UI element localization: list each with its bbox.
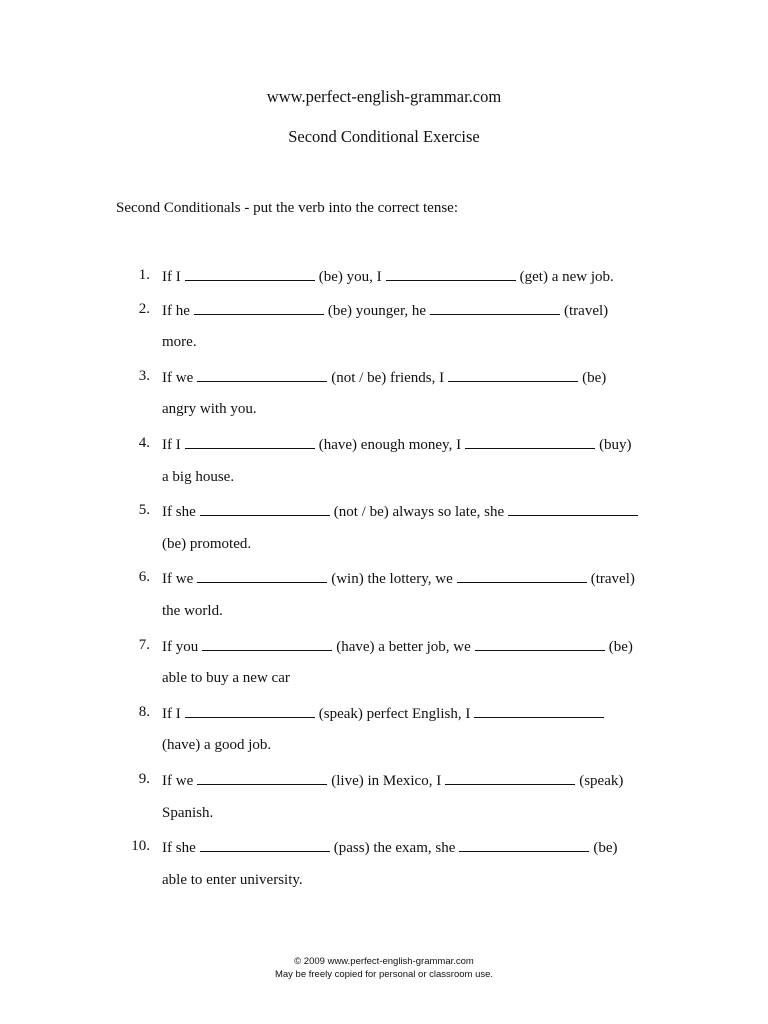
answer-blank[interactable] [197, 769, 327, 785]
site-url: www.perfect-english-grammar.com [266, 87, 502, 106]
sentence-fragment: If she [162, 504, 196, 521]
item-number: 9. [138, 771, 150, 787]
exercise-continuation [162, 803, 213, 823]
exercise-sentence [162, 769, 623, 791]
sentence-fragment: (get) a new job. [519, 269, 614, 285]
sentence-fragment: (buy) [599, 437, 632, 453]
answer-blank[interactable] [200, 836, 330, 852]
exercise-continuation [162, 332, 197, 352]
exercise-sentence [162, 500, 642, 522]
sentence-fragment: (travel) [564, 302, 609, 319]
item-number: 6. [138, 569, 150, 586]
item-number: 3. [138, 367, 150, 384]
answer-blank[interactable] [457, 567, 587, 583]
answer-blank[interactable] [194, 299, 324, 315]
answer-blank[interactable] [465, 433, 595, 449]
sentence-fragment: (pass) the exam, she [333, 840, 456, 857]
sentence-fragment: Spanish. [162, 804, 214, 821]
answer-blank[interactable] [185, 702, 315, 718]
sentence-fragment: (be) younger, he [327, 302, 427, 319]
sentence-fragment: (be) [593, 840, 618, 857]
answer-blank[interactable] [508, 500, 638, 516]
sentence-fragment: If he [162, 302, 190, 319]
answer-blank[interactable] [430, 299, 560, 315]
sentence-fragment: the world. [162, 603, 223, 619]
answer-blank[interactable] [475, 635, 605, 651]
sentence-fragment: (be) [608, 638, 633, 655]
answer-blank[interactable] [448, 366, 578, 382]
item-number: 5. [138, 502, 150, 519]
answer-blank[interactable] [200, 500, 330, 516]
sentence-fragment: more. [162, 334, 197, 351]
sentence-fragment: If we [162, 773, 194, 789]
exercise-continuation [162, 668, 290, 688]
exercise-continuation [162, 601, 223, 621]
answer-blank[interactable] [197, 567, 327, 583]
sentence-fragment: able to buy a new car [162, 670, 290, 687]
page-title: Second Conditional Exercise [288, 127, 480, 146]
sentence-fragment: If I [162, 269, 181, 285]
sentence-fragment: a big house. [162, 468, 235, 485]
answer-blank[interactable] [386, 265, 516, 281]
exercise-continuation [162, 870, 303, 890]
exercise-continuation [162, 534, 251, 554]
sentence-fragment: (travel) [590, 571, 635, 588]
exercise-continuation [162, 735, 271, 755]
sentence-fragment: If you [162, 638, 199, 655]
sentence-fragment: (be) promoted. [162, 535, 252, 552]
exercise-sentence [162, 265, 614, 287]
exercise-sentence [162, 836, 618, 858]
sentence-fragment: angry with you. [162, 401, 257, 418]
footer-license: May be freely copied for personal or classroom use. [274, 969, 494, 980]
sentence-fragment: (be) you, I [318, 269, 382, 285]
sentence-fragment: (have) enough money, I [318, 437, 462, 453]
answer-blank[interactable] [185, 265, 315, 281]
sentence-fragment: (win) the lottery, we [331, 571, 453, 588]
item-number: 7. [138, 636, 150, 653]
exercise-continuation [162, 399, 257, 419]
footer-copyright: © 2009 www.perfect-english-grammar.com [294, 956, 474, 967]
answer-blank[interactable] [445, 769, 575, 785]
item-number: 4. [138, 435, 150, 451]
answer-blank[interactable] [202, 635, 332, 651]
sentence-fragment: (not / be) always so late, she [333, 504, 505, 521]
sentence-fragment: (be) [582, 369, 607, 386]
sentence-fragment: (have) a better job, we [336, 638, 471, 655]
item-number: 8. [138, 703, 150, 720]
exercise-sentence [162, 299, 608, 321]
answer-blank[interactable] [459, 836, 589, 852]
sentence-fragment: (speak) perfect English, I [318, 705, 471, 722]
item-number: 10. [131, 838, 150, 855]
sentence-fragment: (not / be) friends, I [331, 369, 445, 386]
exercise-sentence [162, 567, 635, 589]
exercise-sentence [162, 702, 608, 724]
sentence-fragment: (speak) [579, 773, 624, 789]
sentence-fragment: If I [162, 437, 181, 453]
answer-blank[interactable] [185, 433, 315, 449]
exercise-continuation [162, 467, 234, 487]
sentence-fragment: able to enter university. [162, 871, 303, 888]
exercise-sentence [162, 433, 632, 455]
instructions: Second Conditionals - put the verb into the correct tense: [116, 200, 458, 216]
sentence-fragment: (live) in Mexico, I [331, 773, 442, 789]
answer-blank[interactable] [197, 366, 327, 382]
item-number: 1. [138, 267, 150, 283]
sentence-fragment: If she [162, 840, 196, 857]
sentence-fragment: If I [162, 705, 181, 722]
exercise-sentence [162, 366, 606, 388]
answer-blank[interactable] [474, 702, 604, 718]
sentence-fragment: If we [162, 369, 194, 386]
exercise-sentence [162, 635, 633, 657]
sentence-fragment: If we [162, 571, 194, 588]
sentence-fragment: (have) a good job. [162, 737, 272, 754]
item-number: 2. [138, 300, 150, 317]
